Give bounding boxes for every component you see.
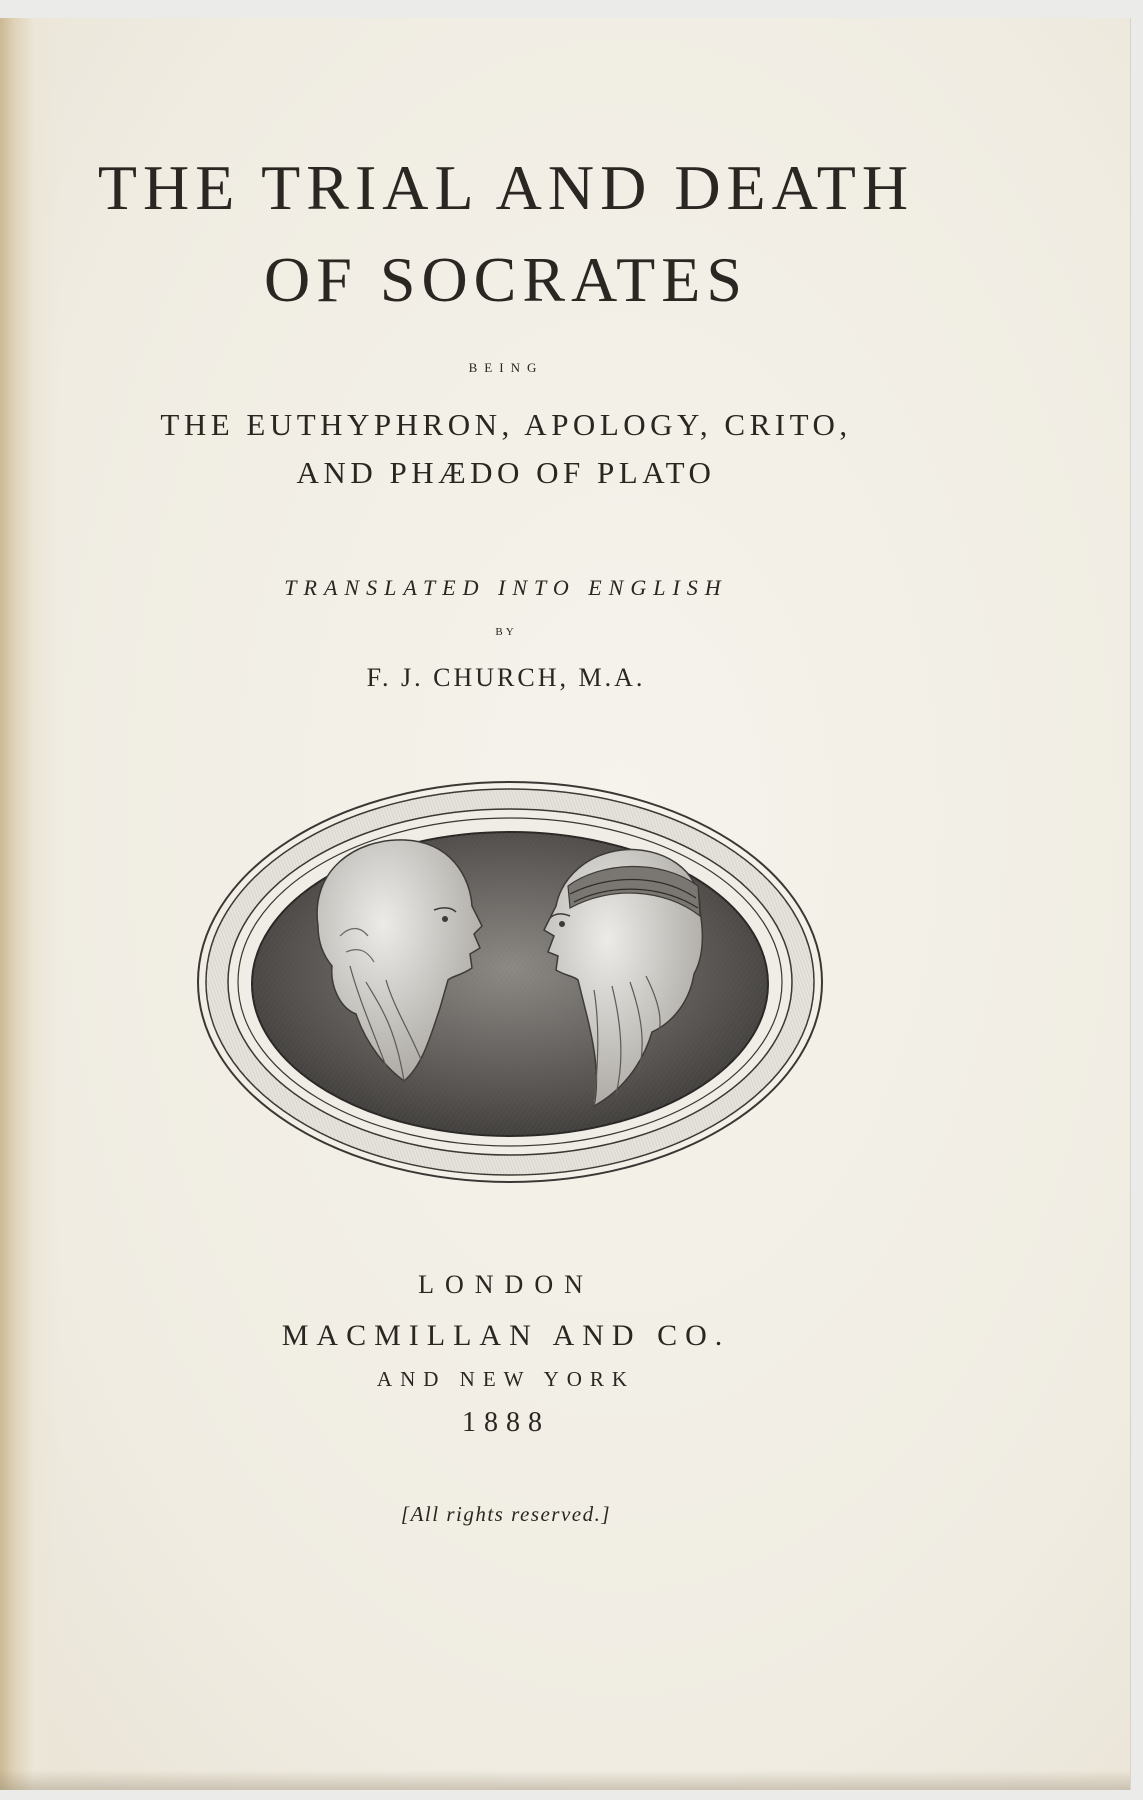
rights-notice: [All rights reserved.] bbox=[400, 1502, 612, 1526]
contents-line-2: AND PHÆDO OF PLATO bbox=[296, 455, 716, 490]
contents-line-1: THE EUTHYPHRON, APOLOGY, CRITO, bbox=[160, 407, 852, 442]
book-title-line-2: OF SOCRATES bbox=[264, 244, 748, 315]
translation-note: TRANSLATED INTO ENGLISH bbox=[284, 575, 728, 600]
title-page bbox=[0, 18, 1130, 1790]
by-label: BY bbox=[495, 626, 517, 638]
imprint-also: AND NEW YORK bbox=[376, 1367, 636, 1391]
imprint-city: LONDON bbox=[418, 1270, 594, 1299]
book-title-line-1: THE TRIAL AND DEATH bbox=[97, 152, 915, 223]
medallion-engraving bbox=[190, 776, 830, 1188]
imprint-year: 1888 bbox=[462, 1407, 550, 1438]
imprint-publisher: MACMILLAN AND CO. bbox=[281, 1319, 731, 1352]
translator-name: F. J. CHURCH, M.A. bbox=[366, 663, 646, 692]
being-label: BEING bbox=[468, 360, 544, 375]
